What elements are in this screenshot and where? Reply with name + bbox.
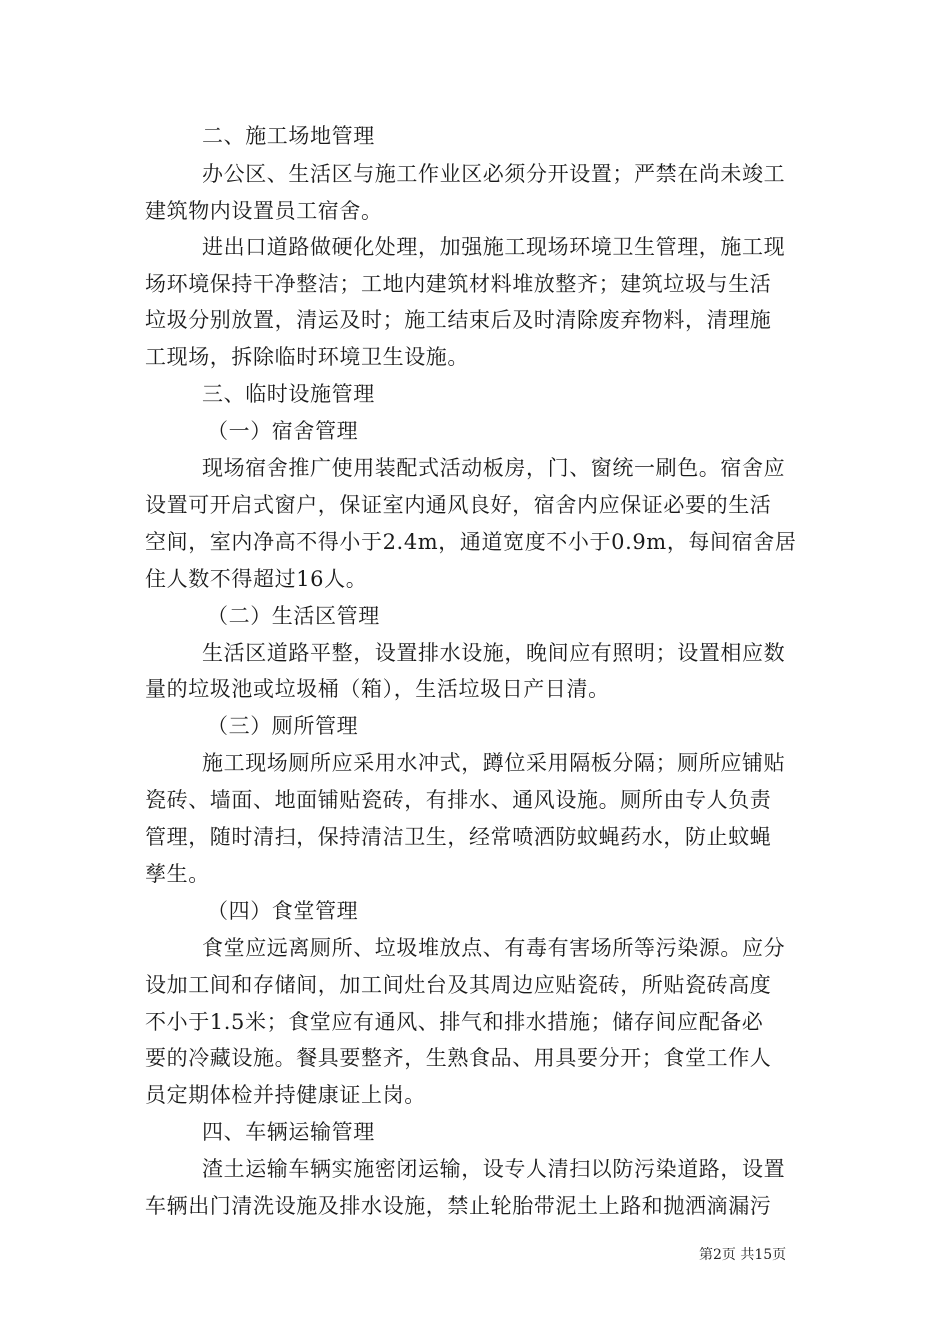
paragraph-line: 设置可开启式窗户，保证室内通风良好，宿舍内应保证必要的生活 [145,493,772,517]
paragraph-line: 瓷砖、墙面、地面铺贴瓷砖，有排水、通风设施。厕所由专人负责 [145,788,772,812]
paragraph-line: 建筑物内设置员工宿舍。 [145,199,383,223]
paragraph-line: 住人数不得超过16人。 [145,567,368,591]
paragraph-line: 施工现场厕所应采用水冲式，蹲位采用隔板分隔；厕所应铺贴 [202,751,786,775]
section-heading-temporary-facilities: 三、临时设施管理 [202,382,375,406]
subheading-dormitory: （一）宿舍管理 [207,419,359,443]
paragraph-line: 员定期体检并持健康证上岗。 [145,1083,426,1107]
paragraph-line: 管理，随时清扫，保持清洁卫生，经常喷洒防蚊蝇药水，防止蚊蝇 [145,825,772,849]
section-heading-vehicle-transport: 四、车辆运输管理 [202,1120,375,1144]
section-heading-site-management: 二、施工场地管理 [202,124,375,148]
page-number-footer: 第2页 共15页 [699,1247,787,1263]
paragraph-line: 垃圾分别放置，清运及时；施工结束后及时清除废弃物料，清理施 [145,308,772,332]
paragraph-line: 空间，室内净高不得小于2.4m，通道宽度不小于0.9m，每间宿舍居 [145,530,797,554]
subheading-canteen: （四）食堂管理 [207,899,359,923]
paragraph-line: 渣土运输车辆实施密闭运输，设专人清扫以防污染道路，设置 [202,1157,786,1181]
paragraph-line: 现场宿舍推广使用装配式活动板房，门、窗统一刷色。宿舍应 [202,456,786,480]
subheading-living-area: （二）生活区管理 [207,604,380,628]
paragraph-line: 食堂应远离厕所、垃圾堆放点、有毒有害场所等污染源。应分 [202,936,786,960]
subheading-toilet: （三）厕所管理 [207,714,359,738]
paragraph-line: 要的冷藏设施。餐具要整齐，生熟食品、用具要分开；食堂工作人 [145,1046,772,1070]
paragraph-line: 不小于1.5米；食堂应有通风、排气和排水措施；储存间应配备必 [145,1010,764,1034]
paragraph-line: 孳生。 [145,862,210,886]
paragraph-line: 生活区道路平整，设置排水设施，晚间应有照明；设置相应数 [202,641,786,665]
paragraph-line: 进出口道路做硬化处理，加强施工现场环境卫生管理，施工现 [202,235,786,259]
paragraph-line: 量的垃圾池或垃圾桶（箱），生活垃圾日产日清。 [145,677,610,701]
paragraph-line: 工现场，拆除临时环境卫生设施。 [145,345,469,369]
paragraph-line: 场环境保持干净整洁；工地内建筑材料堆放整齐；建筑垃圾与生活 [145,272,772,296]
paragraph-line: 车辆出门清洗设施及排水设施，禁止轮胎带泥土上路和抛洒滴漏污 [145,1194,772,1218]
paragraph-line: 设加工间和存储间，加工间灶台及其周边应贴瓷砖，所贴瓷砖高度 [145,973,772,997]
paragraph-line: 办公区、生活区与施工作业区必须分开设置；严禁在尚未竣工 [202,162,786,186]
